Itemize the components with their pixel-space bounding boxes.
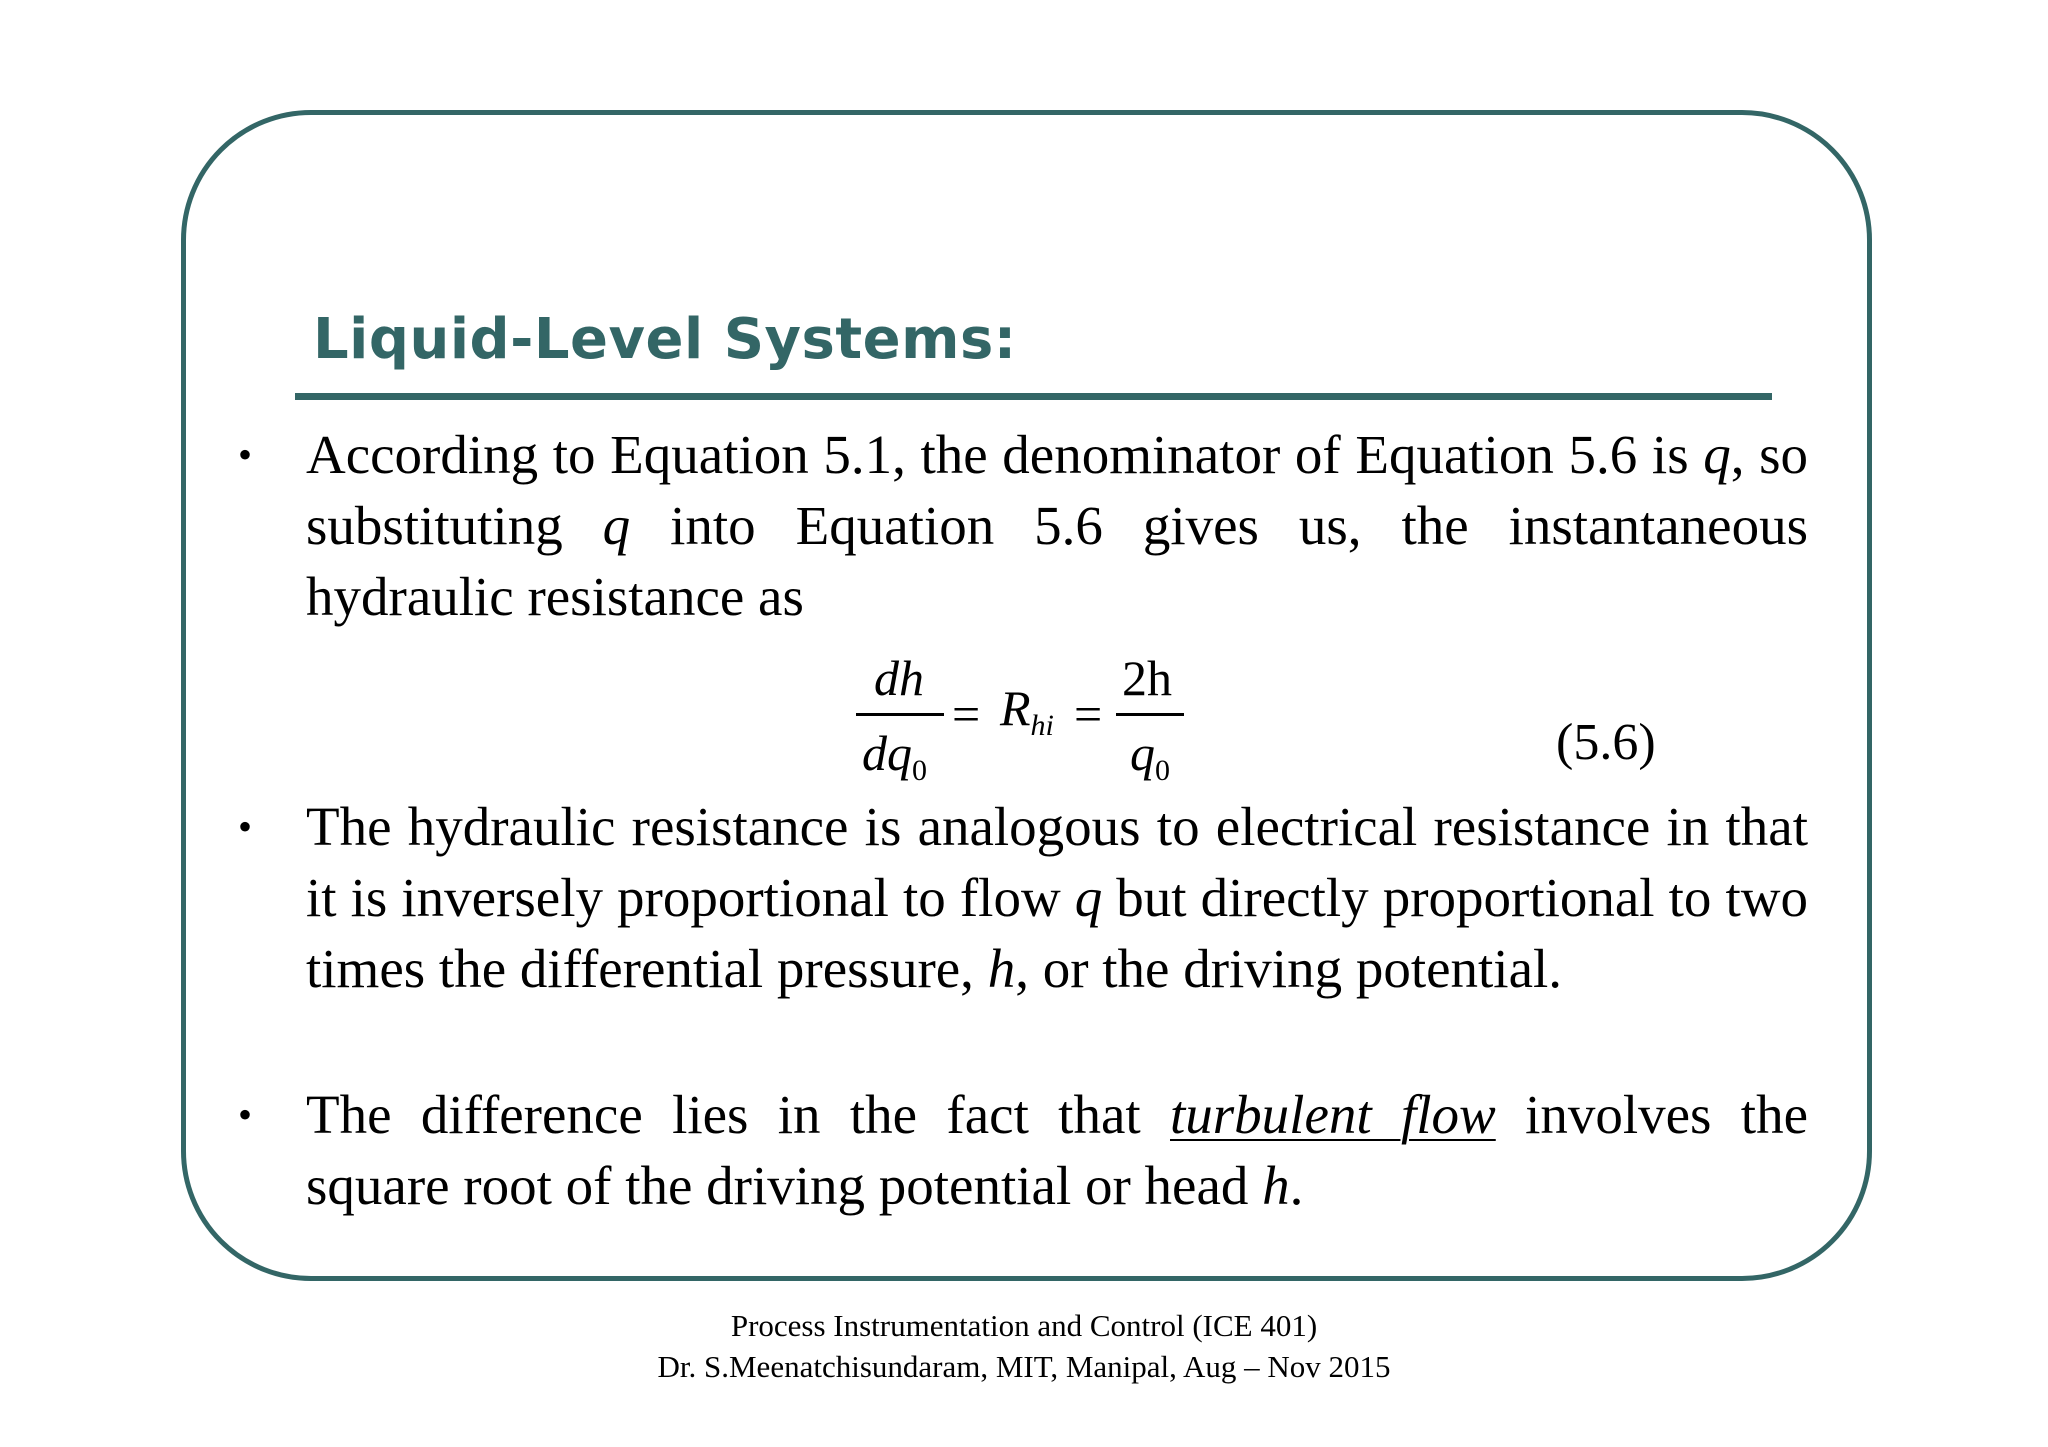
variable-h: h [987, 938, 1016, 999]
eq-rhs-den-sub: 0 [1155, 754, 1170, 787]
emphasis-turbulent-flow: turbulent flow [1170, 1084, 1496, 1145]
bullet-text-part: involves the square root of the driving potential or head [306, 1084, 1808, 1216]
bullet-dot: • [238, 432, 253, 477]
bullet-text-part: , or the driving potential. [1015, 938, 1563, 999]
eq-mid-symbol: R [1000, 680, 1031, 736]
title-underline [295, 393, 1772, 400]
bullet-text-part: but directly proportional to two times the differential pressure, [306, 867, 1808, 999]
variable-h: h [1262, 1155, 1290, 1216]
bullet-dot: • [238, 804, 253, 849]
eq-rhs-numerator [1122, 650, 1172, 706]
eq-rhs-num-text: 2h [1122, 650, 1172, 706]
bullet-text [306, 1079, 1808, 1221]
bullet-text [306, 419, 1808, 632]
eq-equals-1: = [952, 686, 981, 742]
eq-lhs-den-base: dq [862, 725, 912, 781]
eq-lhs-fraction-bar [856, 713, 944, 716]
eq-lhs-numerator: dh [874, 650, 924, 706]
variable-q: q [1703, 424, 1731, 485]
bullet-text-part: The difference lies in the fact that [306, 1084, 1170, 1145]
eq-rhs-den-base: q [1130, 725, 1155, 781]
equation-5-6 [852, 643, 1192, 787]
footer-author: Dr. S.Meenatchisundaram, MIT, Manipal, Aug – Nov 2015 [657, 1349, 1391, 1384]
eq-equals-2: = [1074, 686, 1103, 742]
bullet-text-part: . [1289, 1155, 1304, 1216]
bullet-text-part: The hydraulic resistance is analogous to electrical resistance in that it is inversely proportional to flow [306, 796, 1808, 928]
bullet-text-part: , so substituting [306, 424, 1808, 556]
eq-lhs-den-sub: 0 [912, 754, 927, 787]
variable-q: q [1074, 867, 1103, 928]
eq-middle-term [1000, 680, 1054, 742]
eq-rhs-denominator [1130, 725, 1170, 787]
equation-number: (5.6) [1556, 714, 1656, 771]
bullet-dot: • [238, 1092, 253, 1137]
eq-rhs-fraction-bar [1116, 713, 1184, 716]
slide-title: Liquid-Level Systems: [313, 307, 1017, 372]
bullet-text-part: According to Equation 5.1, the denominator of Equation 5.6 is [306, 424, 1704, 485]
bullet-text-part: into Equation 5.6 gives us, the instantaneous hydraulic resistance as [306, 495, 1808, 627]
eq-lhs-denominator [862, 725, 927, 787]
variable-q: q [602, 495, 631, 556]
eq-mid-sub: hi [1030, 709, 1054, 742]
bullet-text [306, 791, 1808, 1004]
footer-course: Process Instrumentation and Control (ICE 401) [730, 1308, 1318, 1343]
